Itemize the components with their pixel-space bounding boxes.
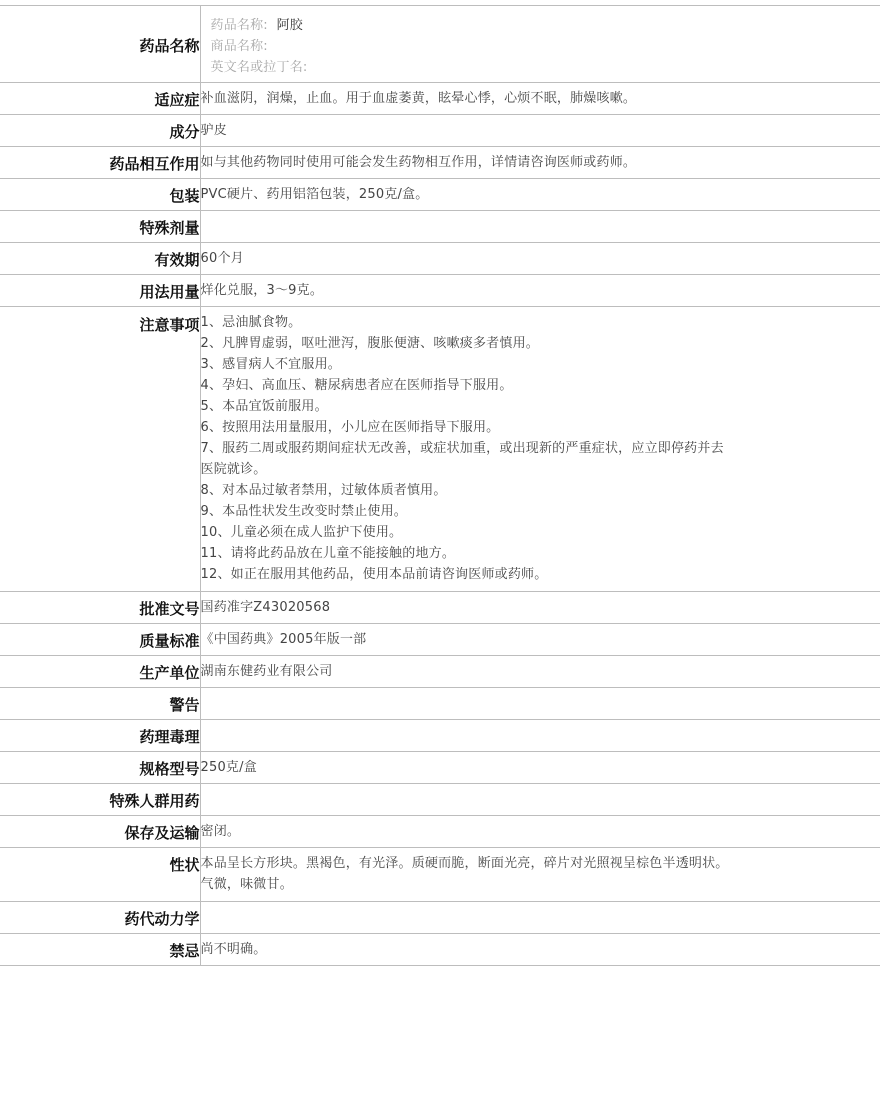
row-label: 有效期 <box>0 243 200 275</box>
row-label: 成分 <box>0 115 200 147</box>
row-approval-number <box>0 592 880 624</box>
precaution-line: 医院就诊。 <box>200 462 267 477</box>
row-value: 尚不明确。 <box>200 934 880 966</box>
precaution-line: 7、服药二周或服药期间症状无改善，或症状加重，或出现新的严重症状，应立即停药并去 <box>200 441 724 456</box>
row-label: 质量标准 <box>0 624 200 656</box>
row-special-populations <box>0 784 880 816</box>
row-drug-name <box>0 6 880 83</box>
row-warning <box>0 688 880 720</box>
row-label: 药理毒理 <box>0 720 200 752</box>
precaution-line: 6、按照用法用量服用，小儿应在医师指导下服用。 <box>200 420 500 435</box>
row-packaging <box>0 179 880 211</box>
row-value <box>200 6 880 83</box>
row-label: 药品名称 <box>0 6 200 83</box>
precaution-line: 11、请将此药品放在儿童不能接触的地方。 <box>200 546 456 561</box>
row-label: 警告 <box>0 688 200 720</box>
row-precautions <box>0 307 880 592</box>
precaution-line: 4、孕妇、高血压、糖尿病患者应在医师指导下服用。 <box>200 378 513 393</box>
appearance-line: 气微，味微甘。 <box>200 877 293 892</box>
row-label: 适应症 <box>0 83 200 115</box>
row-value: 如与其他药物同时使用可能会发生药物相互作用，详情请咨询医师或药师。 <box>200 147 880 179</box>
row-value <box>200 848 880 902</box>
row-quality-standard <box>0 624 880 656</box>
row-pharmacology <box>0 720 880 752</box>
drug-name-value: 阿胶 <box>276 18 303 33</box>
row-value: 湖南东健药业有限公司 <box>200 656 880 688</box>
row-value <box>200 688 880 720</box>
row-shelf-life <box>0 243 880 275</box>
precaution-line: 2、凡脾胃虚弱，呕吐泄泻，腹胀便溏、咳嗽痰多者慎用。 <box>200 336 539 351</box>
precaution-line: 1、忌油腻食物。 <box>200 315 302 330</box>
row-value: 60个月 <box>200 243 880 275</box>
row-label: 性状 <box>0 848 200 902</box>
row-value: 250克/盒 <box>200 752 880 784</box>
row-label: 特殊剂量 <box>0 211 200 243</box>
row-value <box>200 720 880 752</box>
row-label: 特殊人群用药 <box>0 784 200 816</box>
precaution-line: 5、本品宜饭前服用。 <box>200 399 328 414</box>
row-value: PVC硬片、药用铝箔包装，250克/盒。 <box>200 179 880 211</box>
precaution-line: 8、对本品过敏者禁用，过敏体质者慎用。 <box>200 483 447 498</box>
row-value: 密闭。 <box>200 816 880 848</box>
row-value: 补血滋阴，润燥，止血。用于血虚萎黄，眩晕心悸，心烦不眠，肺燥咳嗽。 <box>200 83 880 115</box>
row-value <box>200 211 880 243</box>
appearance-line: 本品呈长方形块。黑褐色，有光泽。质硬而脆，断面光亮，碎片对光照视呈棕色半透明状。 <box>200 856 729 871</box>
row-label: 规格型号 <box>0 752 200 784</box>
precaution-line: 10、儿童必须在成人监护下使用。 <box>200 525 403 540</box>
english-name-prefix: 英文名或拉丁名: <box>210 60 308 75</box>
precaution-line: 12、如正在服用其他药品，使用本品前请咨询医师或药师。 <box>200 567 548 582</box>
row-label: 包装 <box>0 179 200 211</box>
row-label: 药代动力学 <box>0 902 200 934</box>
row-appearance <box>0 848 880 902</box>
row-label: 药品相互作用 <box>0 147 200 179</box>
row-label: 用法用量 <box>0 275 200 307</box>
row-value <box>200 784 880 816</box>
row-label: 保存及运输 <box>0 816 200 848</box>
row-value <box>200 307 880 592</box>
row-contraindications <box>0 934 880 966</box>
row-value: 国药准字Z43020568 <box>200 592 880 624</box>
row-usage-dosage <box>0 275 880 307</box>
row-value: 《中国药典》2005年版一部 <box>200 624 880 656</box>
row-storage <box>0 816 880 848</box>
precaution-line: 3、感冒病人不宜服用。 <box>200 357 341 372</box>
row-label: 批准文号 <box>0 592 200 624</box>
row-specification <box>0 752 880 784</box>
row-special-dosage <box>0 211 880 243</box>
trade-name-prefix: 商品名称: <box>210 39 268 54</box>
row-label: 禁忌 <box>0 934 200 966</box>
row-value <box>200 902 880 934</box>
row-pharmacokinetics <box>0 902 880 934</box>
row-interactions <box>0 147 880 179</box>
row-label: 生产单位 <box>0 656 200 688</box>
drug-spec-table <box>0 5 880 966</box>
precaution-line: 9、本品性状发生改变时禁止使用。 <box>200 504 407 519</box>
row-label: 注意事项 <box>0 307 200 592</box>
row-indications <box>0 83 880 115</box>
row-value: 驴皮 <box>200 115 880 147</box>
drug-name-prefix: 药品名称: <box>210 18 268 33</box>
row-value: 烊化兑服，3～9克。 <box>200 275 880 307</box>
row-manufacturer <box>0 656 880 688</box>
row-ingredients <box>0 115 880 147</box>
